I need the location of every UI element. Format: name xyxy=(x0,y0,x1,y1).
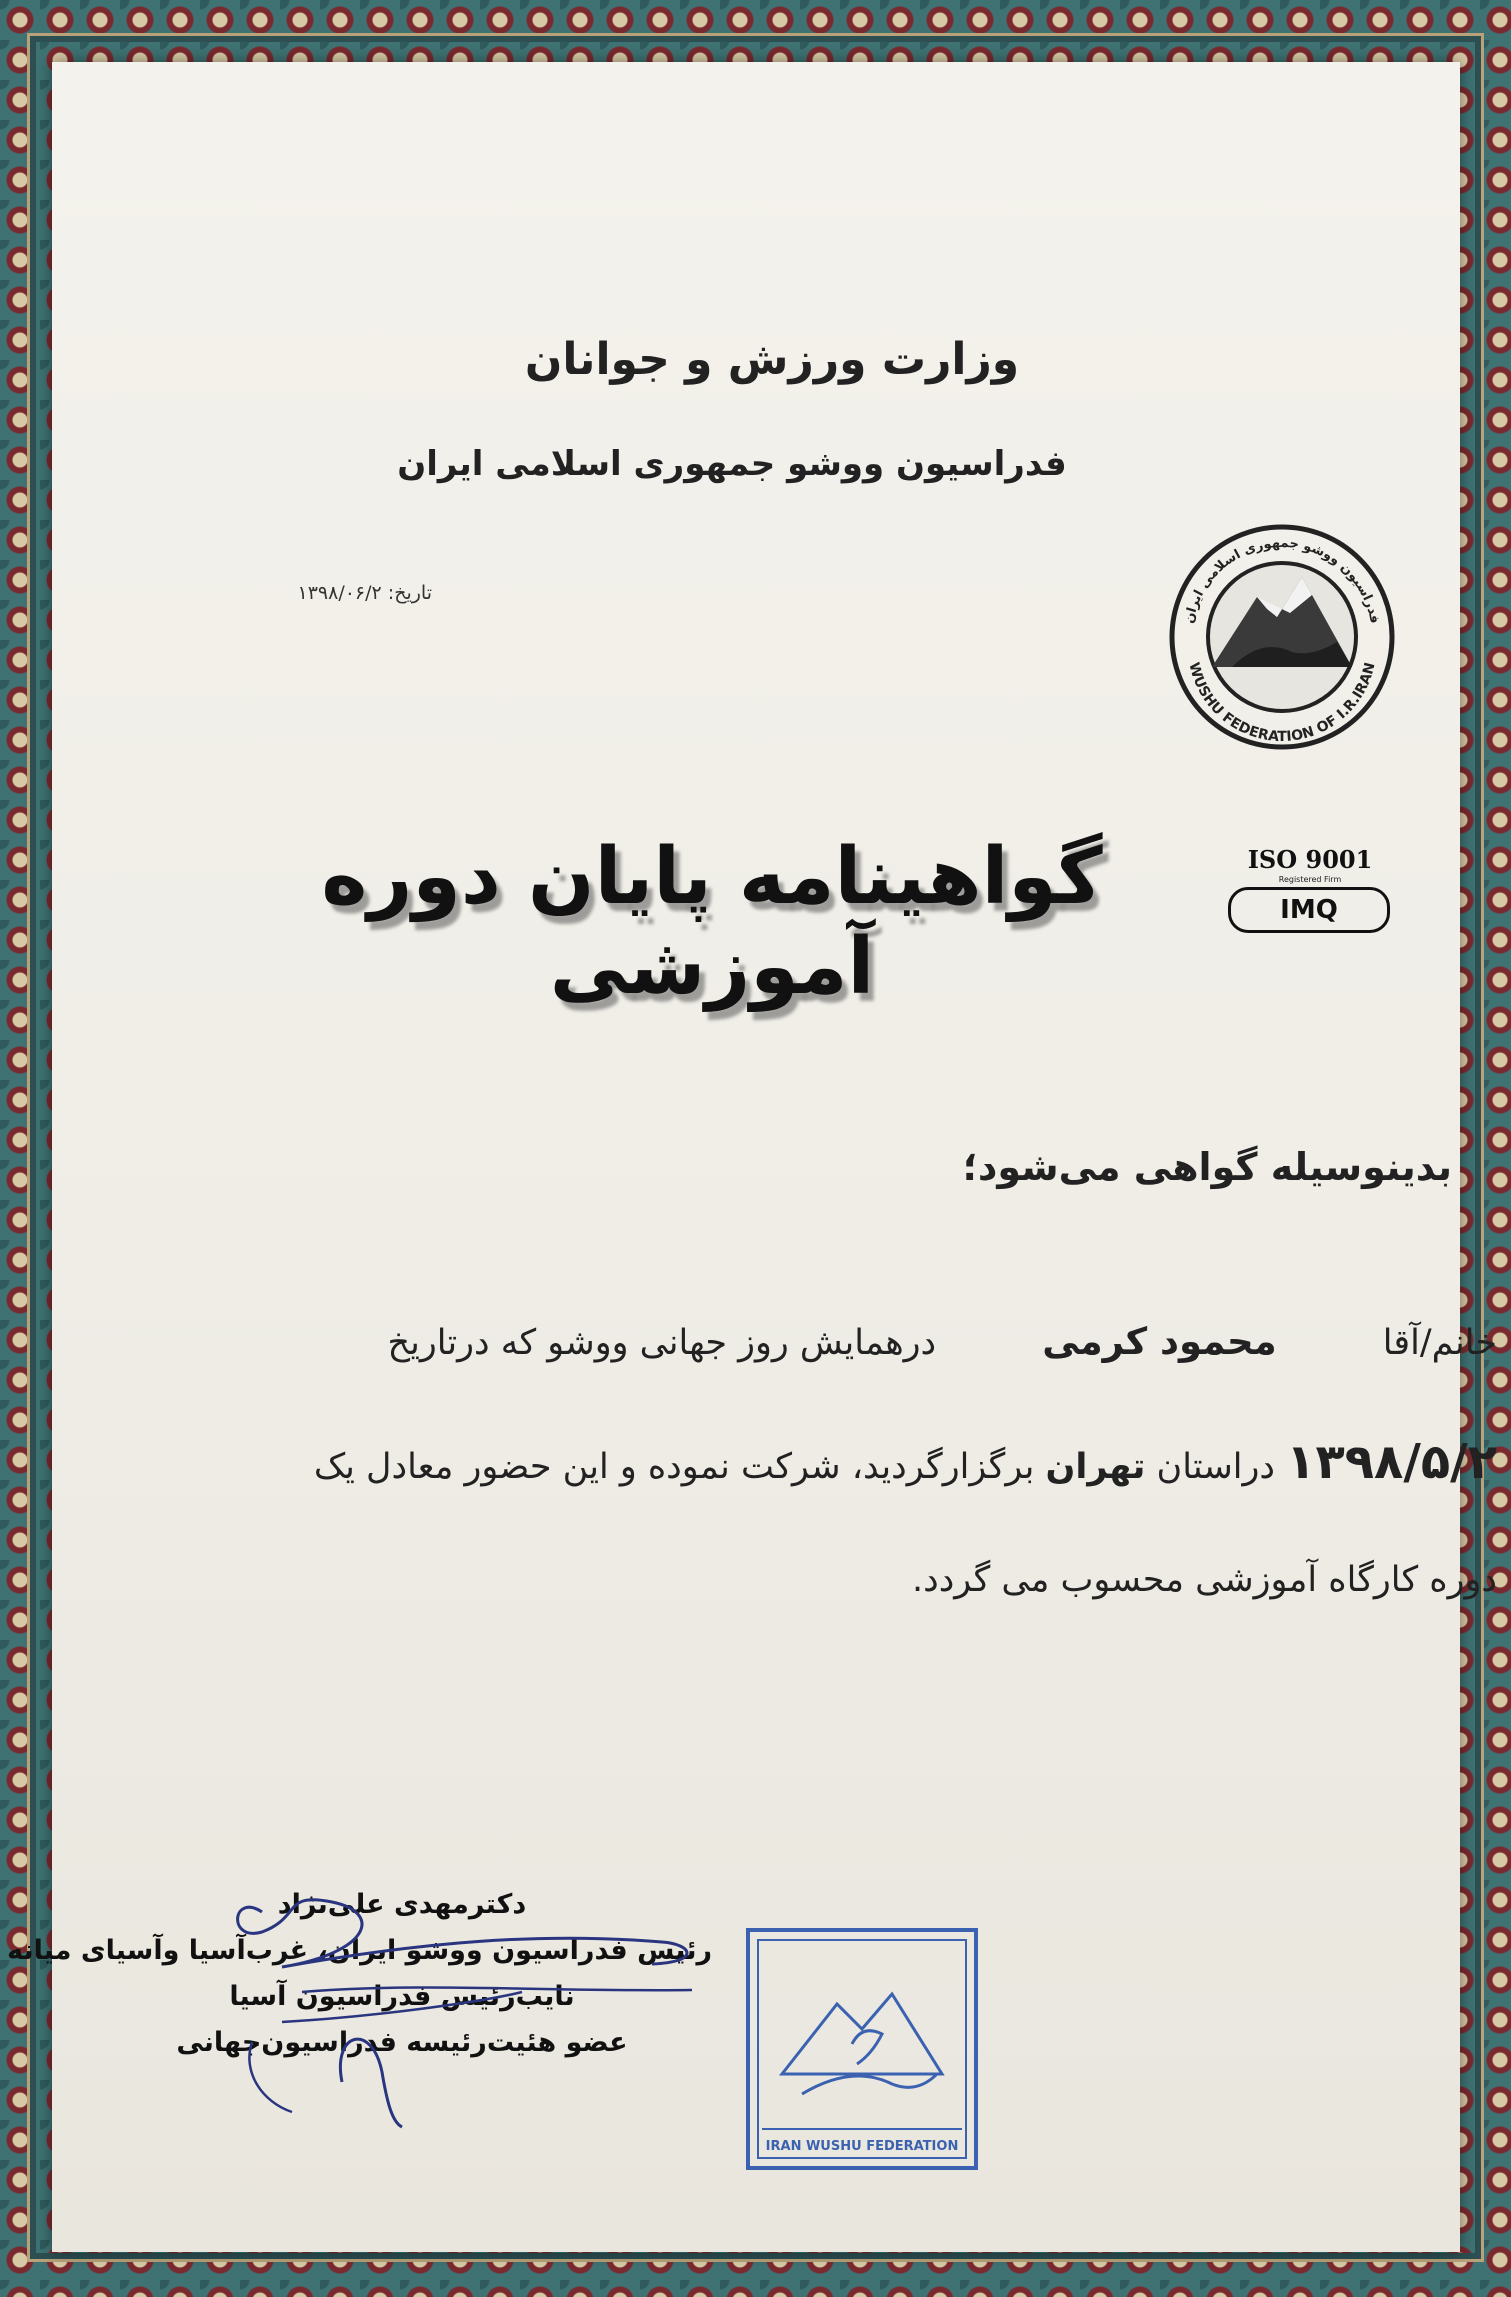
line1-suffix: درهمایش روز جهانی ووشو که درتاریخ xyxy=(387,1323,937,1363)
event-city: تهران xyxy=(1045,1447,1146,1487)
body-line-2 xyxy=(132,1434,1497,1490)
iso-badge xyxy=(1220,845,1400,935)
imq-logo: IMQ xyxy=(1228,887,1390,933)
handwritten-signature xyxy=(222,1872,782,2132)
issue-date: تاریخ: ۱۳۹۸/۰۶/۲ xyxy=(297,582,432,604)
recipient-name: محمود کرمی xyxy=(1042,1320,1277,1363)
event-date: ۱۳۹۸/۵/۲ xyxy=(1286,1434,1497,1490)
stamp-text: IRAN WUSHU FEDERATION xyxy=(765,2139,959,2154)
certificate-intro: بدینوسیله گواهی می‌شود؛ xyxy=(962,1145,1452,1189)
signatory-title-1: رئیس فدراسیون ووشو ایران، غرب‌آسیا وآسیای میانه xyxy=(7,1935,712,1966)
body-line-3: دوره کارگاه آموزشی محسوب می گردد. xyxy=(912,1560,1497,1600)
signatory-title-3: عضو هئیت‌رئیسه فدراسیون‌جهانی xyxy=(176,2027,628,2058)
federation-stamp xyxy=(742,1924,982,2174)
line2-part-b: برگزارگردید، شرکت نموده و این حضور معادل یک xyxy=(313,1447,1035,1487)
federation-logo xyxy=(1162,517,1402,757)
ministry-heading: وزارت ورزش و جوانان xyxy=(524,334,1020,385)
certificate-title: گواهینامه پایان دوره آموزشی xyxy=(321,832,1103,1012)
logo-ring-en: WUSHU FEDERATION OF I.R.IRAN xyxy=(1185,660,1379,745)
logo-ring-fa: فدراسیون ووشو جمهوری اسلامی ایران xyxy=(1181,535,1382,625)
iso-registered: Registered Firm xyxy=(1278,875,1342,884)
signatory-title-2: نایب‌رئیس فدراسیون آسیا xyxy=(229,1981,575,2012)
signatory-name: دکترمهدی علی‌نژاد xyxy=(277,1889,527,1920)
body-line-1 xyxy=(132,1320,1497,1363)
certificate-paper xyxy=(7,62,1497,2252)
line2-part-a: دراستان xyxy=(1156,1447,1276,1487)
iso-label: ISO 9001 xyxy=(1247,845,1373,874)
federation-heading: فدراسیون ووشو جمهوری اسلامی ایران xyxy=(397,444,1067,484)
line1-prefix: خانم/آقا xyxy=(1382,1323,1497,1363)
